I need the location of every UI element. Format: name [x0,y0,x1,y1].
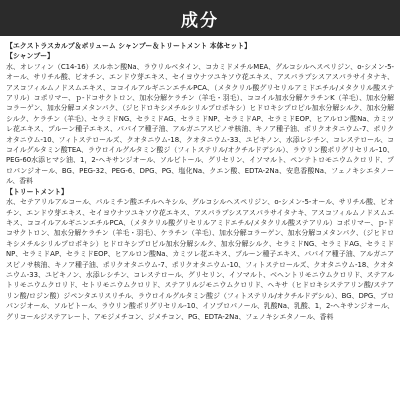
treatment-label: 【トリートメント】 [6,187,68,196]
shampoo-ingredients: 水、オレフィン（C14-16）スルホン酸Na、ラウリルベタイン、コカミドメチルMEA、グルコシルヘスペリジン、o-シメン-5-オール、サリチル酸、ビオチン、エンドウ芽エキス、セイヨウナツユキソウ花エキス、アスパラプシスアスパラサイタナキ、アスコフィルムノドスムエキス、ココイルアルギニンエチルPCA、（メタクリル酸グリセリルアミドエチル/メタクリル酸ステアリル）コポリマー、ｐ-ドコサクトロン、加水分解ケラチン（羊毛・羽毛）、ココイル加水分解ケラチンK（羊毛）、加水分解コラーゲン、加水分解コメタンパク、（ジヒドロキシメチルシリルプロポキシ）ヒドロキシプロピル加水分解シルク、加水分解シルク、ケラチン（羊毛）、セラミドNG、セラミドAG、セラミドNP、セラミドAP、セラミドEOP、ヒアルロン酸Na、カミツレ花エキス、プルーン種子エキス、パパイア種子油、アルガニアスピノサ核油、キノア種子油、ポリクオタニウム-7、ポリクオタニウム-10、フィトステロールズ、クオタニウム-18、クオタニウム-33、ユビキノン、水添レシチン、コレステロール、ココイルグルタミン酸TEA、ラウロイルグルタミン酸ジ（フィトステリル/オクチルドデシル）、ラウリン酸ポリグリセリル-10、PEG-60水添ヒマシ油、1，2-ヘキサンジオール、ソルビトール、グリセリン、イソマルト、ペンテトロモニウムクロリド、プロパンジオール、BG、PEG-32、PEG-6、DPG、PG、塩化Na、クエン酸、EDTA-2Na、安息香酸Na、フェノキシエタノール、香料 [6,62,395,186]
set-title: 【エクストラスカルプ＆ボリューム シャンプー＆トリートメント 本体セット】 [6,42,252,50]
treatment-ingredients: 水、セテアリルアルコール、パルミチン酸エチルヘキシル、グルコシルヘスペリジン、o-シメン-5-オール、サリチル酸、ビオチン、エンドウ芽エキス、セイヨウナツユキソウ花エキス、アスパラプシスアスパラサイタナキ、アスコフィルムノドスムエキス、ココイルアルギニンエチルPCA、（メタクリル酸グリセリルアミドエチル/メタクリル酸ステアリル）コポリマー、ｐ-ドコサクトロン、加水分解ケラチン（羊毛・羽毛）、ケラチン（羊毛）、加水分解コラーゲン、加水分解コメタンパク、（ジヒドロキシメチルシリルプロポキシ）ヒドロキシプロピル加水分解シルク、加水分解シルク、セラミドNG、セラミドAG、セラミドNP、セラミドAP、セラミドEOP、ヒアルロン酸Na、カミツレ花エキス、プルーン種子エキス、パパイア種子油、アルガニアスピノサ核油、キノア種子油、ポリクオタニウム-7、ポリクオタニウム-10、フィトステロールズ、クオタニウム-18、クオタニウム-33、ユビキノン、水添レシチン、コレステロール、グリセリン、イソマルト、ベヘントリモニウムクロリド、ステアルトリモニウムクロリド、セトリモニウムクロリド、ステアリルジモニウムクロリド、ヘキサ（ヒドロキシステアリン酸/ステアリン酸/ロジン酸）ジペンタエリスリチル、ラウロイルグルタミン酸ジ（フィトステリル/オクチルドデシル）、BG、DPG、プロパンジオール、ソルビトール、ラウリン酸ポリグリセリル-10、イソプロパノール、乳酸Na、乳酸、1，2-ヘキサンジオール、グリコールジステアレート、アモジメチコン、ジメチコン、PG、EDTA-2Na、フェノキシエタノール、香料 [6,198,394,321]
page-title: 成分 [181,10,219,31]
ingredients-content [0,36,400,322]
treatment-section [6,187,394,322]
shampoo-section [6,51,394,186]
header-bar [0,0,400,36]
shampoo-label: 【シャンプー】 [6,52,54,61]
